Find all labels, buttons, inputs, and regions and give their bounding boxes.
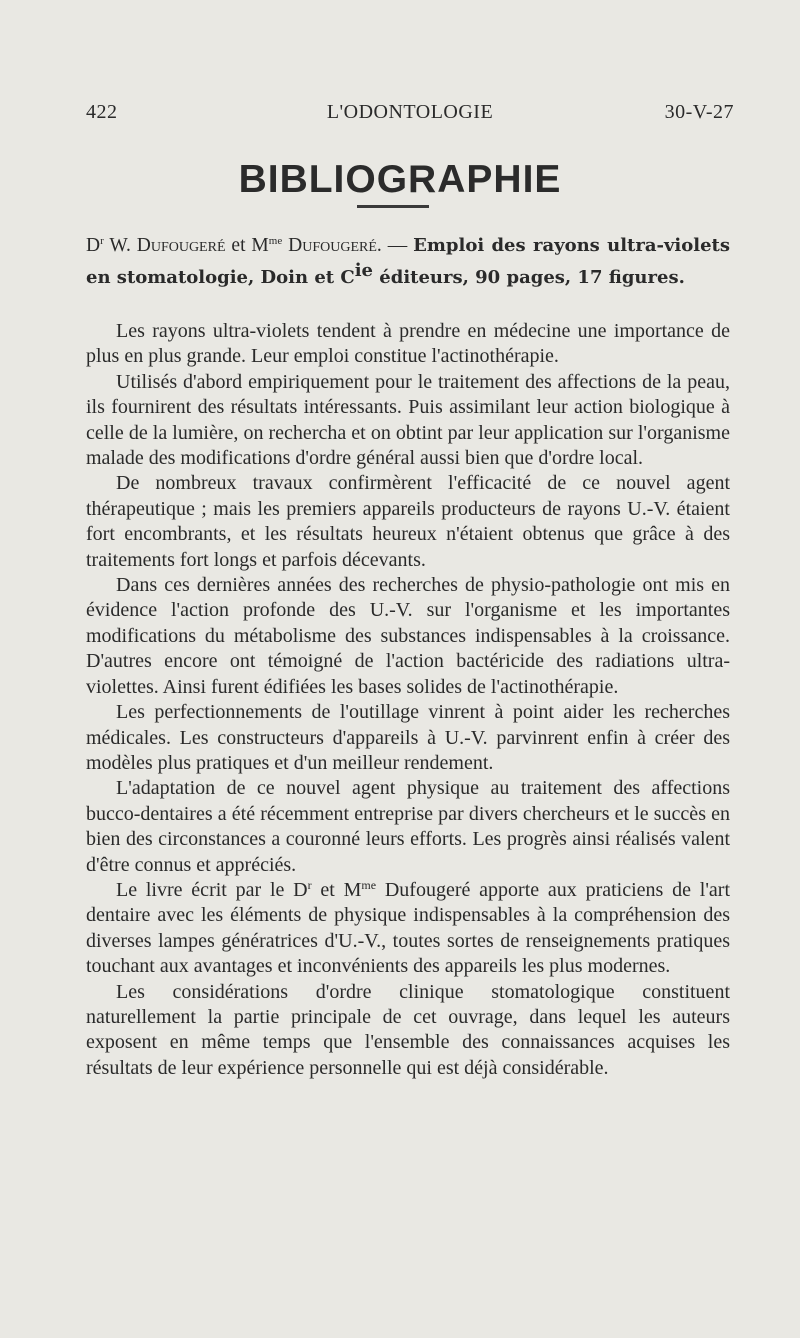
title-divider	[357, 205, 429, 208]
work-title: Emploi des rayons ultra-violets en stomatologie, Doin et C	[86, 235, 730, 288]
paragraph-text: et M	[311, 878, 362, 901]
author2-title-sup: me	[268, 235, 283, 247]
author1-title: D	[86, 235, 101, 256]
paragraph: L'adaptation de ce nouvel agent physique au traitement des affections bucco-dentaires a été récemment entreprise par divers chercheurs et le succès en bien des circonstances a couronné leurs efforts. Les progrès ainsi réalisés valent d'être connus et appréciés.	[86, 777, 730, 876]
author1-title-sup: r	[100, 235, 104, 247]
page-number: 422	[86, 101, 118, 123]
paragraph: Les rayons ultra-violets tendent à prendre en médecine une importance de plus en plus grande. Leur emploi constitue l'actinothérapie.	[86, 320, 730, 368]
citation-conjunction: et	[225, 235, 252, 256]
section-title: BIBLIOGRAPHIE	[238, 158, 562, 201]
paragraph: Les perfectionnements de l'outillage vinrent à point aider les recherches médicales. Les constructeurs d'appareils à U.-V. parvinrent enfin à créer des modèles plus pratiques et d'un meilleur rendement.	[86, 701, 730, 774]
paragraph: Les considérations d'ordre clinique stomatologique constituent naturellement la partie principale de cet ouvrage, dans lequel les auteurs exposent en même temps que l'ensemble des connaissances acquises les résultats de leur expérience personnelle qui est déjà considérable.	[86, 980, 730, 1079]
running-head	[86, 101, 734, 129]
journal-name: L'ODONTOLOGIE	[326, 101, 494, 123]
author2-name: Dufougeré. —	[282, 235, 414, 256]
review-body	[86, 319, 730, 1081]
paragraph: Dans ces dernières années des recherches de physio-pathologie ont mis en évidence l'action profonde des U.-V. sur l'organisme et les importantes modifications du métabolisme des substances indispensables à la croissance. D'autres encore ont témoigné de l'action bactéricide des radiations ultra-violettes. Ainsi furent édifiées les bases solides de l'actinothérapie.	[86, 574, 730, 698]
paragraph: Utilisés d'abord empiriquement pour le traitement des affections de la peau, ils fournirent des résultats intéressants. Puis assimilant leur action biologique à celle de la lumière, on rechercha et on obtint par leur application sur l'organisme malade des modifications d'ordre général aussi bien que d'ordre local.	[86, 370, 730, 470]
paragraph	[86, 878, 730, 980]
book-citation	[86, 229, 730, 290]
author2-title: M	[251, 235, 269, 256]
paragraph: De nombreux travaux confirmèrent l'efficacité de ce nouvel agent thérapeutique ; mais les premiers appareils producteurs de rayons U.-V. étaient fort encombrants, et les résultats heureux n'étaient obtenus que grâce à des traitements fort longs et parfois décevants.	[86, 472, 730, 571]
work-title-sup: ie	[354, 260, 374, 281]
paragraph-text: Dufougeré apporte aux praticiens de l'art dentaire avec les éléments de physique indispensables à la compréhension des diverses lampes génératrices d'U.-V., toutes sortes de renseignements pratiques touchant aux avantages et inconvénients des appareils les plus modernes.	[86, 878, 731, 978]
issue-date: 30-V-27	[664, 101, 734, 123]
author1-name: W. Dufougeré	[103, 235, 226, 256]
work-details: éditeurs, 90 pages, 17 figures.	[373, 267, 685, 288]
paragraph-sup: me	[361, 877, 377, 892]
paragraph-text: Le livre écrit par le D	[116, 878, 308, 901]
paragraph-sup: r	[307, 877, 312, 892]
